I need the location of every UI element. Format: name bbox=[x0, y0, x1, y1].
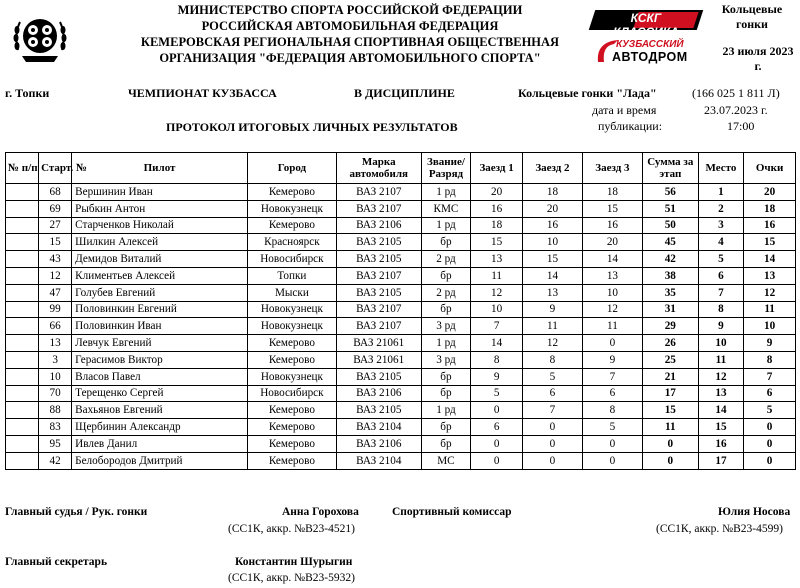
table-row bbox=[6, 368, 796, 385]
cell-race3: 10 bbox=[582, 284, 642, 301]
cell-pilot: Вершинин Иван bbox=[72, 184, 248, 201]
cell-car: ВАЗ 2107 bbox=[336, 200, 421, 217]
cell-race3: 5 bbox=[582, 419, 642, 436]
col-header-city: Город bbox=[247, 153, 336, 184]
event-type-line1: Кольцевые bbox=[721, 2, 783, 16]
table-row bbox=[6, 318, 796, 335]
publication-date: 23.07.2023 г. bbox=[704, 103, 768, 117]
cell-start: 95 bbox=[39, 435, 72, 452]
judge-role: Главный судья / Рук. гонки bbox=[5, 506, 148, 518]
cell-car: ВАЗ 2107 bbox=[336, 301, 421, 318]
cell-race2: 14 bbox=[522, 267, 582, 284]
cell-num bbox=[6, 335, 39, 352]
table-row bbox=[6, 351, 796, 368]
cell-place: 13 bbox=[698, 385, 743, 402]
kuz-logo-line2: АВТОДРОМ bbox=[612, 50, 688, 64]
org-line-1: МИНИСТЕРСТВО СПОРТА РОССИЙСКОЙ ФЕДЕРАЦИИ bbox=[177, 3, 523, 17]
cell-race1: 8 bbox=[471, 351, 523, 368]
cell-car: ВАЗ 2104 bbox=[336, 452, 421, 469]
cell-place: 9 bbox=[698, 318, 743, 335]
cell-rank: 3 рд bbox=[421, 351, 471, 368]
cell-pilot: Шилкин Алексей bbox=[72, 234, 248, 251]
cell-sum: 56 bbox=[642, 184, 698, 201]
cell-car: ВАЗ 2105 bbox=[336, 284, 421, 301]
cell-race2: 0 bbox=[522, 435, 582, 452]
cell-start: 15 bbox=[39, 234, 72, 251]
cell-race2: 0 bbox=[522, 419, 582, 436]
cell-sum: 50 bbox=[642, 217, 698, 234]
col-header-race3: Заезд 3 bbox=[582, 153, 642, 184]
cell-sum: 11 bbox=[642, 419, 698, 436]
cell-pilot: Климентьев Алексей bbox=[72, 267, 248, 284]
cell-sum: 17 bbox=[642, 385, 698, 402]
col-header-pilot: Пилот bbox=[72, 153, 248, 184]
org-line-3: КЕМЕРОВСКАЯ РЕГИОНАЛЬНАЯ СПОРТИВНАЯ ОБЩЕСТВЕННАЯ bbox=[140, 35, 560, 49]
cell-race1: 16 bbox=[471, 200, 523, 217]
cell-start: 47 bbox=[39, 284, 72, 301]
cell-points: 7 bbox=[744, 368, 796, 385]
cell-race2: 6 bbox=[522, 385, 582, 402]
results-table bbox=[5, 152, 796, 470]
cell-num bbox=[6, 351, 39, 368]
cell-car: ВАЗ 2106 bbox=[336, 217, 421, 234]
cell-city: Кемерово bbox=[247, 217, 336, 234]
cell-sum: 26 bbox=[642, 335, 698, 352]
cell-num bbox=[6, 318, 39, 335]
cell-sum: 0 bbox=[642, 452, 698, 469]
cell-car: ВАЗ 21061 bbox=[336, 335, 421, 352]
cell-rank: бр bbox=[421, 368, 471, 385]
cell-points: 0 bbox=[744, 452, 796, 469]
cell-place: 2 bbox=[698, 200, 743, 217]
cell-pilot: Белобородов Дмитрий bbox=[72, 452, 248, 469]
cell-race1: 13 bbox=[471, 251, 523, 268]
cell-city: Новокузнецк bbox=[247, 200, 336, 217]
commissar-credentials: (СС1К, аккр. №В23-4599) bbox=[656, 523, 783, 535]
cell-num bbox=[6, 452, 39, 469]
cell-race1: 18 bbox=[471, 217, 523, 234]
cell-place: 5 bbox=[698, 251, 743, 268]
cell-num bbox=[6, 419, 39, 436]
cell-race1: 10 bbox=[471, 301, 523, 318]
cell-race3: 7 bbox=[582, 368, 642, 385]
cell-start: 99 bbox=[39, 301, 72, 318]
col-header-place: Место bbox=[698, 153, 743, 184]
secretary-role: Главный секретарь bbox=[5, 556, 108, 568]
cell-num bbox=[6, 402, 39, 419]
cell-race1: 6 bbox=[471, 419, 523, 436]
cell-race3: 0 bbox=[582, 452, 642, 469]
cell-pilot: Демидов Виталий bbox=[72, 251, 248, 268]
cell-race3: 14 bbox=[582, 251, 642, 268]
cell-start: 88 bbox=[39, 402, 72, 419]
cell-points: 6 bbox=[744, 385, 796, 402]
cell-points: 12 bbox=[744, 284, 796, 301]
cell-race2: 11 bbox=[522, 318, 582, 335]
cell-points: 10 bbox=[744, 318, 796, 335]
secretary-credentials: (СС1К, аккр. №В23-5932) bbox=[228, 572, 355, 584]
cell-race3: 6 bbox=[582, 385, 642, 402]
cell-num bbox=[6, 284, 39, 301]
city: г. Топки bbox=[5, 86, 50, 100]
cell-sum: 25 bbox=[642, 351, 698, 368]
cell-car: ВАЗ 2105 bbox=[336, 402, 421, 419]
ksk-logo-text: КСКГ «КЛАССИКА» bbox=[606, 11, 686, 39]
cell-start: 3 bbox=[39, 351, 72, 368]
cell-rank: бр bbox=[421, 267, 471, 284]
cell-sum: 0 bbox=[642, 435, 698, 452]
cell-rank: бр bbox=[421, 385, 471, 402]
cell-rank: 2 рд bbox=[421, 251, 471, 268]
cell-race3: 0 bbox=[582, 435, 642, 452]
cell-car: ВАЗ 2107 bbox=[336, 318, 421, 335]
cell-car: ВАЗ 2105 bbox=[336, 368, 421, 385]
cell-place: 6 bbox=[698, 267, 743, 284]
cell-points: 8 bbox=[744, 351, 796, 368]
cell-car: ВАЗ 2107 bbox=[336, 184, 421, 201]
cell-points: 16 bbox=[744, 217, 796, 234]
cell-place: 1 bbox=[698, 184, 743, 201]
cell-points: 14 bbox=[744, 251, 796, 268]
table-row bbox=[6, 402, 796, 419]
secretary-name: Константин Шурыгин bbox=[235, 556, 353, 568]
col-header-car: Марка автомобиля bbox=[336, 153, 421, 184]
table-row bbox=[6, 234, 796, 251]
cell-num bbox=[6, 385, 39, 402]
table-header-row bbox=[6, 153, 796, 184]
event-type-line2: гонки bbox=[736, 17, 768, 31]
cell-race2: 7 bbox=[522, 402, 582, 419]
organization-header bbox=[80, 2, 620, 66]
col-header-race1: Заезд 1 bbox=[471, 153, 523, 184]
cell-points: 0 bbox=[744, 435, 796, 452]
cell-city: Кемерово bbox=[247, 435, 336, 452]
event-type bbox=[706, 2, 798, 32]
publication-time: 17:00 bbox=[727, 119, 755, 133]
cell-sum: 31 bbox=[642, 301, 698, 318]
cell-rank: МС bbox=[421, 452, 471, 469]
cell-race1: 9 bbox=[471, 368, 523, 385]
cell-city: Новокузнецк bbox=[247, 318, 336, 335]
cell-rank: 2 рд bbox=[421, 284, 471, 301]
cell-points: 0 bbox=[744, 419, 796, 436]
cell-num bbox=[6, 267, 39, 284]
cell-pilot: Старченков Николай bbox=[72, 217, 248, 234]
cell-city: Топки bbox=[247, 267, 336, 284]
cell-race3: 20 bbox=[582, 234, 642, 251]
cell-pilot: Рыбкин Антон bbox=[72, 200, 248, 217]
cell-city: Новосибирск bbox=[247, 251, 336, 268]
cell-car: ВАЗ 2107 bbox=[336, 267, 421, 284]
discipline-label: В ДИСЦИПЛИНЕ bbox=[354, 86, 455, 100]
cell-car: ВАЗ 2106 bbox=[336, 435, 421, 452]
cell-points: 11 bbox=[744, 301, 796, 318]
cell-car: ВАЗ 2105 bbox=[336, 234, 421, 251]
cell-race3: 15 bbox=[582, 200, 642, 217]
table-row bbox=[6, 267, 796, 284]
table-row bbox=[6, 184, 796, 201]
cell-race1: 0 bbox=[471, 402, 523, 419]
cell-start: 66 bbox=[39, 318, 72, 335]
cell-pilot: Половинкин Иван bbox=[72, 318, 248, 335]
cell-city: Новокузнецк bbox=[247, 368, 336, 385]
cell-rank: бр bbox=[421, 234, 471, 251]
table-row bbox=[6, 284, 796, 301]
cell-pilot: Половинкин Евгений bbox=[72, 301, 248, 318]
protocol-title: ПРОТОКОЛ ИТОГОВЫХ ЛИЧНЫХ РЕЗУЛЬТАТОВ bbox=[166, 120, 458, 134]
table-row bbox=[6, 452, 796, 469]
cell-race2: 12 bbox=[522, 335, 582, 352]
cell-start: 83 bbox=[39, 419, 72, 436]
cell-points: 9 bbox=[744, 335, 796, 352]
cell-num bbox=[6, 368, 39, 385]
judge-credentials: (СС1К, аккр. №В23-4521) bbox=[228, 523, 355, 535]
col-header-race2: Заезд 2 bbox=[522, 153, 582, 184]
cell-num bbox=[6, 217, 39, 234]
cell-sum: 29 bbox=[642, 318, 698, 335]
cell-race2: 5 bbox=[522, 368, 582, 385]
col-header-rank: Звание/ Разряд bbox=[421, 153, 471, 184]
cell-points: 15 bbox=[744, 234, 796, 251]
commissar-role: Спортивный комиссар bbox=[392, 506, 512, 518]
col-header-sum: Сумма за этап bbox=[642, 153, 698, 184]
cell-city: Новокузнецк bbox=[247, 301, 336, 318]
cell-rank: бр bbox=[421, 419, 471, 436]
cell-start: 69 bbox=[39, 200, 72, 217]
cell-race2: 20 bbox=[522, 200, 582, 217]
publication-label-2: публикации: bbox=[598, 119, 663, 133]
cell-pilot: Герасимов Виктор bbox=[72, 351, 248, 368]
cell-race1: 20 bbox=[471, 184, 523, 201]
cell-race1: 0 bbox=[471, 452, 523, 469]
cell-rank: 3 рд bbox=[421, 318, 471, 335]
cell-sum: 15 bbox=[642, 402, 698, 419]
cell-pilot: Голубев Евгений bbox=[72, 284, 248, 301]
cell-num bbox=[6, 301, 39, 318]
cell-city: Кемерово bbox=[247, 351, 336, 368]
cell-race2: 18 bbox=[522, 184, 582, 201]
cell-car: ВАЗ 2104 bbox=[336, 419, 421, 436]
table-row bbox=[6, 251, 796, 268]
cell-race3: 9 bbox=[582, 351, 642, 368]
cell-place: 4 bbox=[698, 234, 743, 251]
discipline: Кольцевые гонки "Лада" bbox=[518, 86, 657, 100]
cell-race1: 14 bbox=[471, 335, 523, 352]
cell-rank: бр bbox=[421, 435, 471, 452]
cell-points: 18 bbox=[744, 200, 796, 217]
cell-race1: 0 bbox=[471, 435, 523, 452]
cell-num bbox=[6, 184, 39, 201]
col-header-points: Очки bbox=[744, 153, 796, 184]
cell-race3: 0 bbox=[582, 335, 642, 352]
cell-race1: 5 bbox=[471, 385, 523, 402]
cell-num bbox=[6, 234, 39, 251]
cell-start: 70 bbox=[39, 385, 72, 402]
org-line-4: ОРГАНИЗАЦИЯ "ФЕДЕРАЦИЯ АВТОМОБИЛЬНОГО СПОРТА" bbox=[159, 51, 541, 65]
cell-sum: 21 bbox=[642, 368, 698, 385]
cell-pilot: Вахьянов Евгений bbox=[72, 402, 248, 419]
commissar-name: Юлия Носова bbox=[718, 506, 791, 518]
cell-sum: 51 bbox=[642, 200, 698, 217]
cell-pilot: Власов Павел bbox=[72, 368, 248, 385]
cell-start: 68 bbox=[39, 184, 72, 201]
cell-pilot: Терещенко Сергей bbox=[72, 385, 248, 402]
cell-car: ВАЗ 2106 bbox=[336, 385, 421, 402]
cell-city: Кемерово bbox=[247, 452, 336, 469]
cell-start: 13 bbox=[39, 335, 72, 352]
cell-city: Мыски bbox=[247, 284, 336, 301]
col-header-start: Старт. № bbox=[39, 153, 72, 184]
cell-race2: 9 bbox=[522, 301, 582, 318]
cell-place: 7 bbox=[698, 284, 743, 301]
cell-race2: 15 bbox=[522, 251, 582, 268]
table-row bbox=[6, 217, 796, 234]
cell-race3: 13 bbox=[582, 267, 642, 284]
cell-car: ВАЗ 21061 bbox=[336, 351, 421, 368]
cell-num bbox=[6, 251, 39, 268]
judge-name: Анна Горохова bbox=[282, 506, 359, 518]
cell-place: 14 bbox=[698, 402, 743, 419]
cell-race2: 0 bbox=[522, 452, 582, 469]
cell-start: 27 bbox=[39, 217, 72, 234]
cell-pilot: Ивлев Данил bbox=[72, 435, 248, 452]
cell-city: Кемерово bbox=[247, 402, 336, 419]
cell-race3: 18 bbox=[582, 184, 642, 201]
cell-race3: 12 bbox=[582, 301, 642, 318]
cell-start: 43 bbox=[39, 251, 72, 268]
cell-race1: 12 bbox=[471, 284, 523, 301]
cell-rank: бр bbox=[421, 301, 471, 318]
federation-logo-icon bbox=[12, 10, 68, 66]
table-row bbox=[6, 200, 796, 217]
cell-place: 3 bbox=[698, 217, 743, 234]
publication-label-1: дата и время bbox=[592, 103, 657, 117]
cell-city: Кемерово bbox=[247, 419, 336, 436]
cell-race2: 8 bbox=[522, 351, 582, 368]
table-row bbox=[6, 385, 796, 402]
cell-race2: 16 bbox=[522, 217, 582, 234]
cell-rank: 1 рд bbox=[421, 217, 471, 234]
table-row bbox=[6, 435, 796, 452]
cell-place: 10 bbox=[698, 335, 743, 352]
championship: ЧЕМПИОНАТ КУЗБАССА bbox=[128, 86, 277, 100]
cell-place: 17 bbox=[698, 452, 743, 469]
cell-place: 8 bbox=[698, 301, 743, 318]
cell-start: 12 bbox=[39, 267, 72, 284]
cell-points: 5 bbox=[744, 402, 796, 419]
cell-place: 12 bbox=[698, 368, 743, 385]
cell-race1: 11 bbox=[471, 267, 523, 284]
cell-rank: 1 рд bbox=[421, 335, 471, 352]
cell-num bbox=[6, 200, 39, 217]
cell-points: 20 bbox=[744, 184, 796, 201]
cell-race3: 16 bbox=[582, 217, 642, 234]
cell-pilot: Левчук Евгений bbox=[72, 335, 248, 352]
org-line-2: РОССИЙСКАЯ АВТОМОБИЛЬНАЯ ФЕДЕРАЦИЯ bbox=[201, 19, 499, 33]
event-date: 23 июля 2023 г. bbox=[722, 44, 794, 73]
ksk-logo bbox=[592, 8, 700, 39]
cell-place: 16 bbox=[698, 435, 743, 452]
table-row bbox=[6, 419, 796, 436]
cell-rank: КМС bbox=[421, 200, 471, 217]
cell-city: Красноярск bbox=[247, 234, 336, 251]
table-row bbox=[6, 335, 796, 352]
kuzbass-autodrom-logo bbox=[594, 36, 698, 68]
cell-city: Новосибирск bbox=[247, 385, 336, 402]
cell-sum: 35 bbox=[642, 284, 698, 301]
col-header-num: № п/п bbox=[6, 153, 39, 184]
cell-race3: 11 bbox=[582, 318, 642, 335]
cell-sum: 42 bbox=[642, 251, 698, 268]
cell-city: Кемерово bbox=[247, 184, 336, 201]
cell-sum: 45 bbox=[642, 234, 698, 251]
cell-start: 42 bbox=[39, 452, 72, 469]
cell-pilot: Щербинин Александр bbox=[72, 419, 248, 436]
cell-race2: 10 bbox=[522, 234, 582, 251]
cell-rank: 1 рд bbox=[421, 184, 471, 201]
cell-car: ВАЗ 2105 bbox=[336, 251, 421, 268]
kuz-logo-line1: КУЗБАССКИЙ bbox=[616, 39, 684, 50]
cell-race3: 8 bbox=[582, 402, 642, 419]
cell-num bbox=[6, 435, 39, 452]
cell-rank: 1 рд bbox=[421, 402, 471, 419]
cell-race2: 13 bbox=[522, 284, 582, 301]
cell-start: 10 bbox=[39, 368, 72, 385]
cell-sum: 38 bbox=[642, 267, 698, 284]
cell-race1: 15 bbox=[471, 234, 523, 251]
cell-place: 11 bbox=[698, 351, 743, 368]
cell-place: 15 bbox=[698, 419, 743, 436]
cell-points: 13 bbox=[744, 267, 796, 284]
discipline-code: (166 025 1 811 Л) bbox=[692, 86, 780, 100]
cell-race1: 7 bbox=[471, 318, 523, 335]
table-row bbox=[6, 301, 796, 318]
cell-city: Кемерово bbox=[247, 335, 336, 352]
